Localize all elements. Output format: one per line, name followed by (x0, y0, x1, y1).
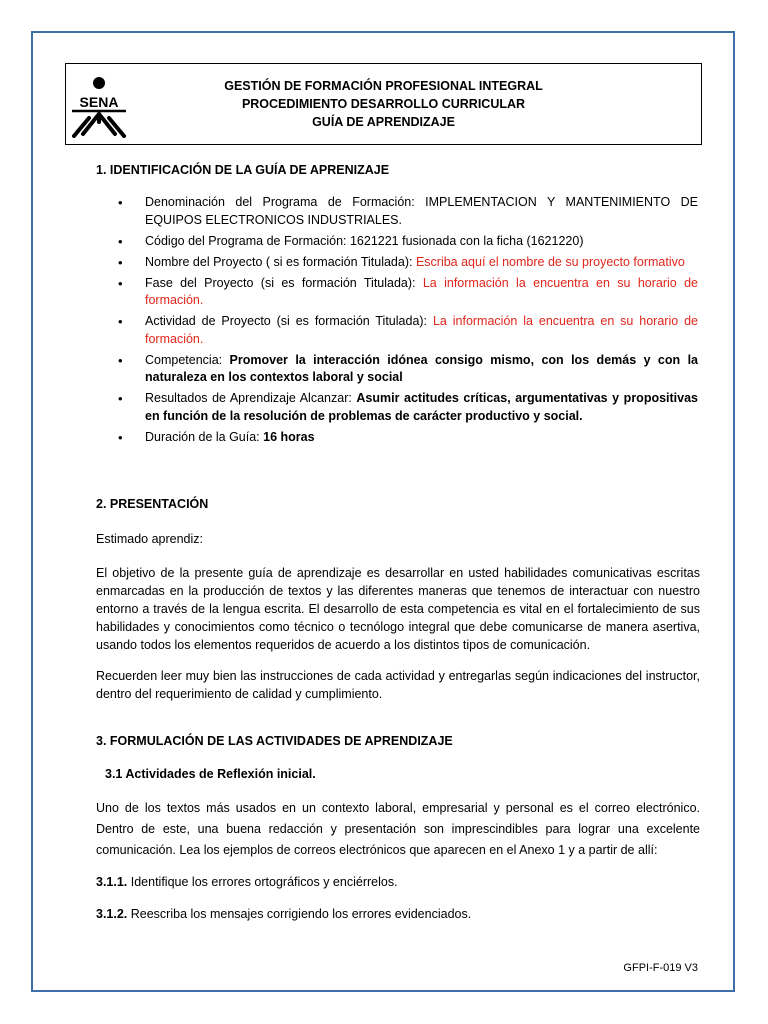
greeting: Estimado aprendiz: (96, 532, 204, 546)
identification-list (118, 194, 698, 450)
logo-text: SENA (79, 94, 119, 110)
reflection-paragraph: Uno de los textos más usados en un contexto laboral, empresarial y personal es el correo electrónico. Dentro de este, una buena redacción y presentación son imprescindibles para lograr una excelente comunicación. Lea los ejemplos de correos electrónicos que aparecen en el Anexo 1 y a partir de allí: (96, 801, 700, 857)
list-item: • Competencia: Promover la interacción idónea consigo mismo, con los demás y con la naturaleza en los contextos laboral y social (118, 352, 698, 387)
header-title-3: GUÍA DE APRENDIZAJE (312, 115, 455, 129)
presentation-paragraph-1: El objetivo de la presente guía de aprendizaje es desarrollar en usted habilidades comunicativas escritas enmarcadas en la producción de textos y las diferentes maneras que tenemos de interactuar con nuestro entorno a través de la lengua escrita. El desarrollo de esta competencia es vital en el fortalecimiento de sus habilidades y conocimientos como técnico o tecnólogo integral que debe comunicarse de manera asertiva, usando todos los elementos requeridos de acuerdo a los distintos tipos de comunicación. (96, 566, 700, 652)
header-title-2: PROCEDIMIENTO DESARROLLO CURRICULAR (241, 97, 526, 111)
list-item: • Denominación del Programa de Formación: IMPLEMENTACION Y MANTENIMIENTO DE EQUIPOS ELECTRONICOS INDUSTRIALES. (118, 194, 698, 229)
section-3-1-title: 3.1 Actividades de Reflexión inicial. (105, 767, 316, 781)
list-item: • Duración de la Guía: 16 horas (118, 429, 698, 447)
header-title-1: GESTIÓN DE FORMACIÓN PROFESIONAL INTEGRAL (224, 79, 543, 93)
list-item: • Resultados de Aprendizaje Alcanzar: Asumir actitudes críticas, argumentativas y propositivas en función de la resolución de problemas de carácter productivo y social. (118, 390, 698, 425)
section-1-title: 1. IDENTIFICACIÓN DE LA GUÍA DE APRENIZAJE (96, 163, 390, 177)
section-3-title: 3. FORMULACIÓN DE LAS ACTIVIDADES DE APRENDIZAJE (96, 734, 453, 748)
document-code: GFPI-F-019 V3 (623, 962, 698, 974)
list-item: • Código del Programa de Formación: 1621221 fusionada con la ficha (1621220) (118, 233, 698, 251)
presentation-paragraph-2: Recuerden leer muy bien las instrucciones de cada actividad y entregarlas según indicaciones del instructor, dentro del requerimiento de calidad y cumplimiento. (96, 669, 700, 701)
list-item: • Actividad de Proyecto (si es formación Titulada): La información la encuentra en su horario de formación. (118, 313, 698, 348)
list-item: • Nombre del Proyecto ( si es formación Titulada): Escriba aquí el nombre de su proyecto formativo (118, 254, 698, 272)
list-item: • Fase del Proyecto (si es formación Titulada): La información la encuentra en su horario de formación. (118, 275, 698, 310)
step-3-1-2: 3.1.2. Reescriba los mensajes corrigiendo los errores evidenciados. (96, 907, 472, 921)
document-header (65, 63, 702, 145)
step-3-1-1: 3.1.1. Identifique los errores ortográficos y enciérrelos. (96, 875, 398, 889)
section-2-title: 2. PRESENTACIÓN (96, 497, 209, 511)
